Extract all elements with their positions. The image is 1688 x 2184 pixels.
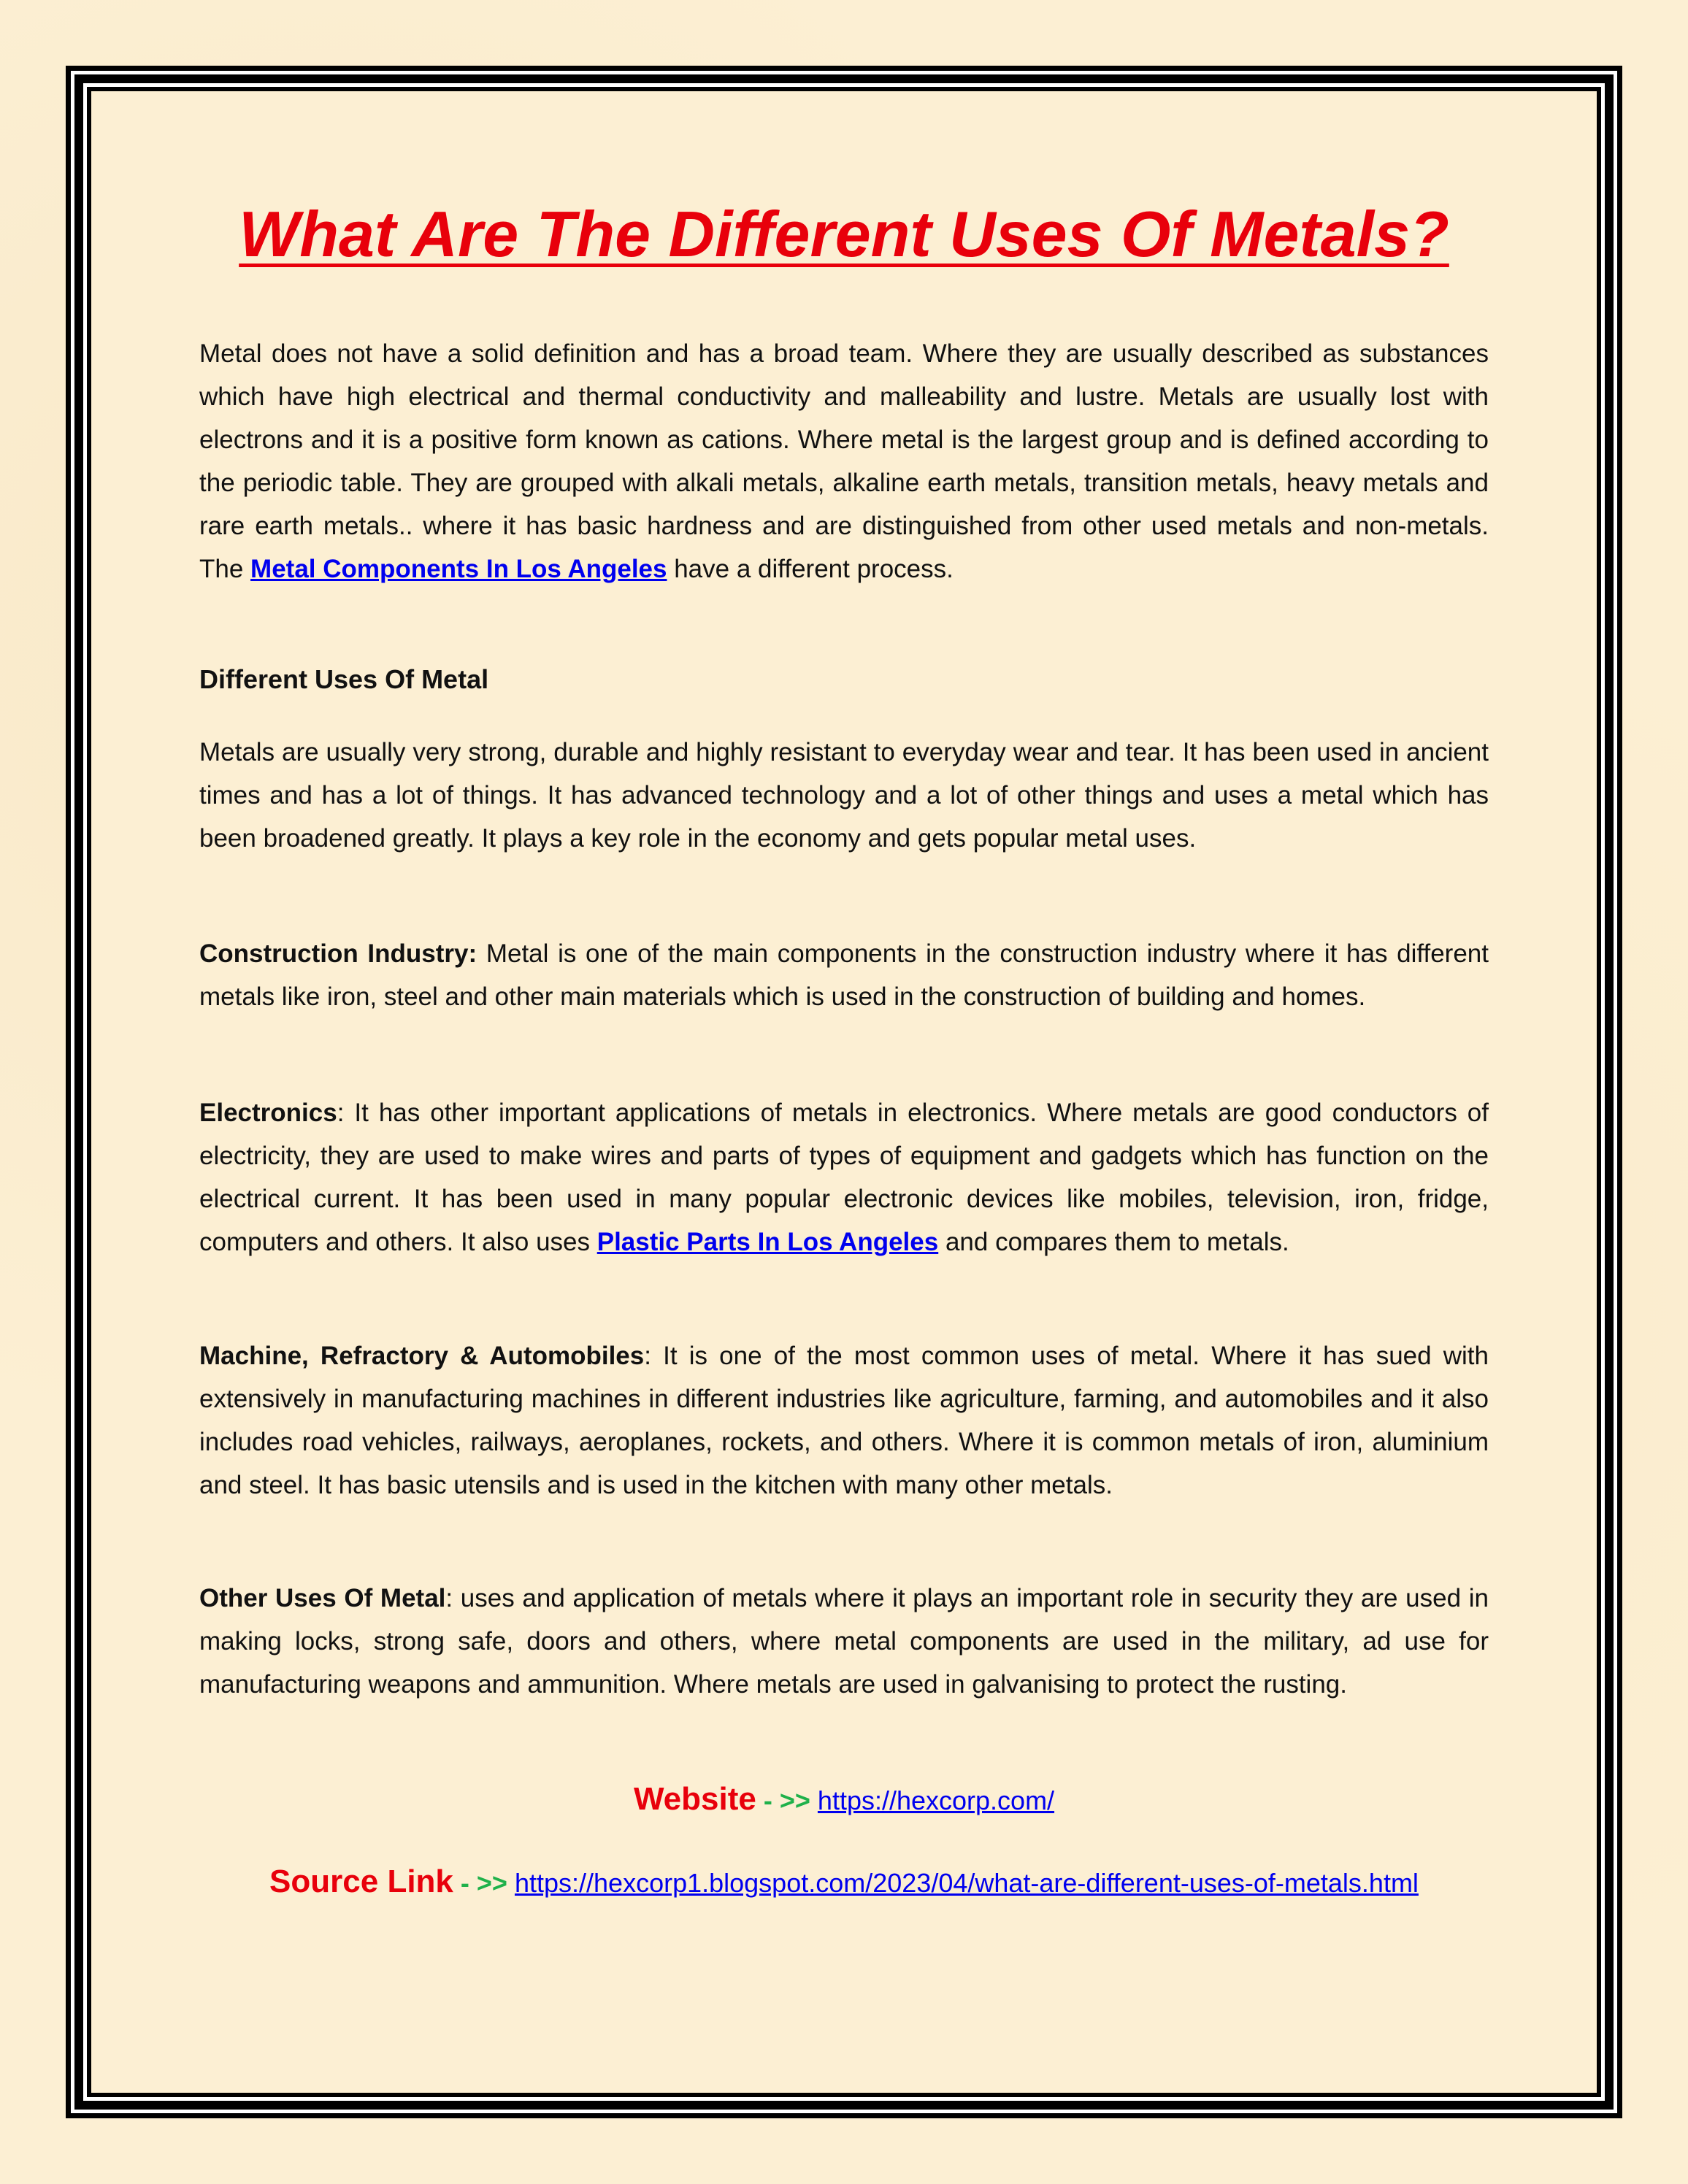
metal-components-link[interactable]: Metal Components In Los Angeles — [250, 555, 667, 583]
intro-text: Metal does not have a solid definition and has a broad team. Where they are usually described as substances which have high electrical and thermal conductivity and malleability and lustre. Metals are usually lost with electrons and it is a positive form known as cations. Where metal is the largest group and is defined according to the periodic table. They are grouped with alkali metals, alkaline earth metals, transition metals, heavy metals and rare earth metals.. where it has basic hardness and are distinguished from other used metals and non-metals. The — [199, 339, 1489, 583]
website-line — [0, 1781, 1688, 1818]
intro-paragraph — [199, 332, 1489, 591]
electronics-paragraph — [199, 1091, 1489, 1264]
source-link[interactable]: https://hexcorp1.blogspot.com/2023/04/what-are-different-uses-of-metals.html — [514, 1868, 1419, 1898]
source-line — [0, 1864, 1688, 1900]
plastic-parts-link[interactable]: Plastic Parts In Los Angeles — [596, 1228, 939, 1256]
uses-paragraph: Metals are usually very strong, durable and highly resistant to everyday wear and tear. It has been used in ancient times and has a lot of things. It has advanced technology and a lot of other things and uses a metal which has been broadened greatly. It plays a key role in the economy and gets popular metal uses. — [199, 738, 1489, 853]
website-link[interactable]: https://hexcorp.com/ — [817, 1785, 1055, 1815]
electronics-text: : It has other important applications of metals in electronics. Where metals are good conductors of electricity, they are used to make wires and parts of types of equipment and gadgets which has function on the electrical current. It has been used in many popular electronic devices like mobiles, television, iron, fridge, computers and others. It also uses — [199, 1099, 1489, 1256]
electronics-text-end: and compares them to metals. — [938, 1228, 1289, 1256]
page-title — [0, 197, 1688, 272]
electronics-label: Electronics — [199, 1099, 337, 1127]
machine-label: Machine, Refractory & Automobiles — [199, 1342, 645, 1370]
arrow-icon: - >> — [763, 1785, 810, 1815]
source-label: Source Link — [269, 1864, 453, 1899]
page-title-text: What Are The Different Uses Of Metals? — [239, 198, 1449, 270]
construction-paragraph — [199, 932, 1489, 1018]
construction-label: Construction Industry: — [199, 939, 477, 968]
construction-text: Metal is one of the main components in the construction industry where it has different metals like iron, steel and other main materials which is used in the construction of building and homes. — [199, 939, 1489, 1011]
other-uses-label: Other Uses Of Metal — [199, 1584, 446, 1612]
section-heading: Different Uses Of Metal — [199, 664, 489, 694]
machine-paragraph — [199, 1334, 1489, 1507]
website-label: Website — [633, 1781, 756, 1817]
machine-text: : It is one of the most common uses of metal. Where it has sued with extensively in manufacturing machines in different industries like agriculture, farming, and automobiles and it also includes road vehicles, railways, aeroplanes, rockets, and others. Where it is common metals of iron, aluminium and steel. It has basic utensils and is used in the kitchen with many other metals. — [199, 1342, 1489, 1499]
intro-text-end: have a different process. — [667, 555, 954, 583]
other-uses-text: : uses and application of metals where it plays an important role in security they are used in making locks, strong safe, doors and others, where metal components are used in the military, ad use for manufacturing weapons and ammunition. Where metals are used in galvanising to protect the rusting. — [199, 1584, 1489, 1699]
arrow-icon: - >> — [460, 1868, 507, 1898]
other-uses-paragraph — [199, 1577, 1489, 1706]
